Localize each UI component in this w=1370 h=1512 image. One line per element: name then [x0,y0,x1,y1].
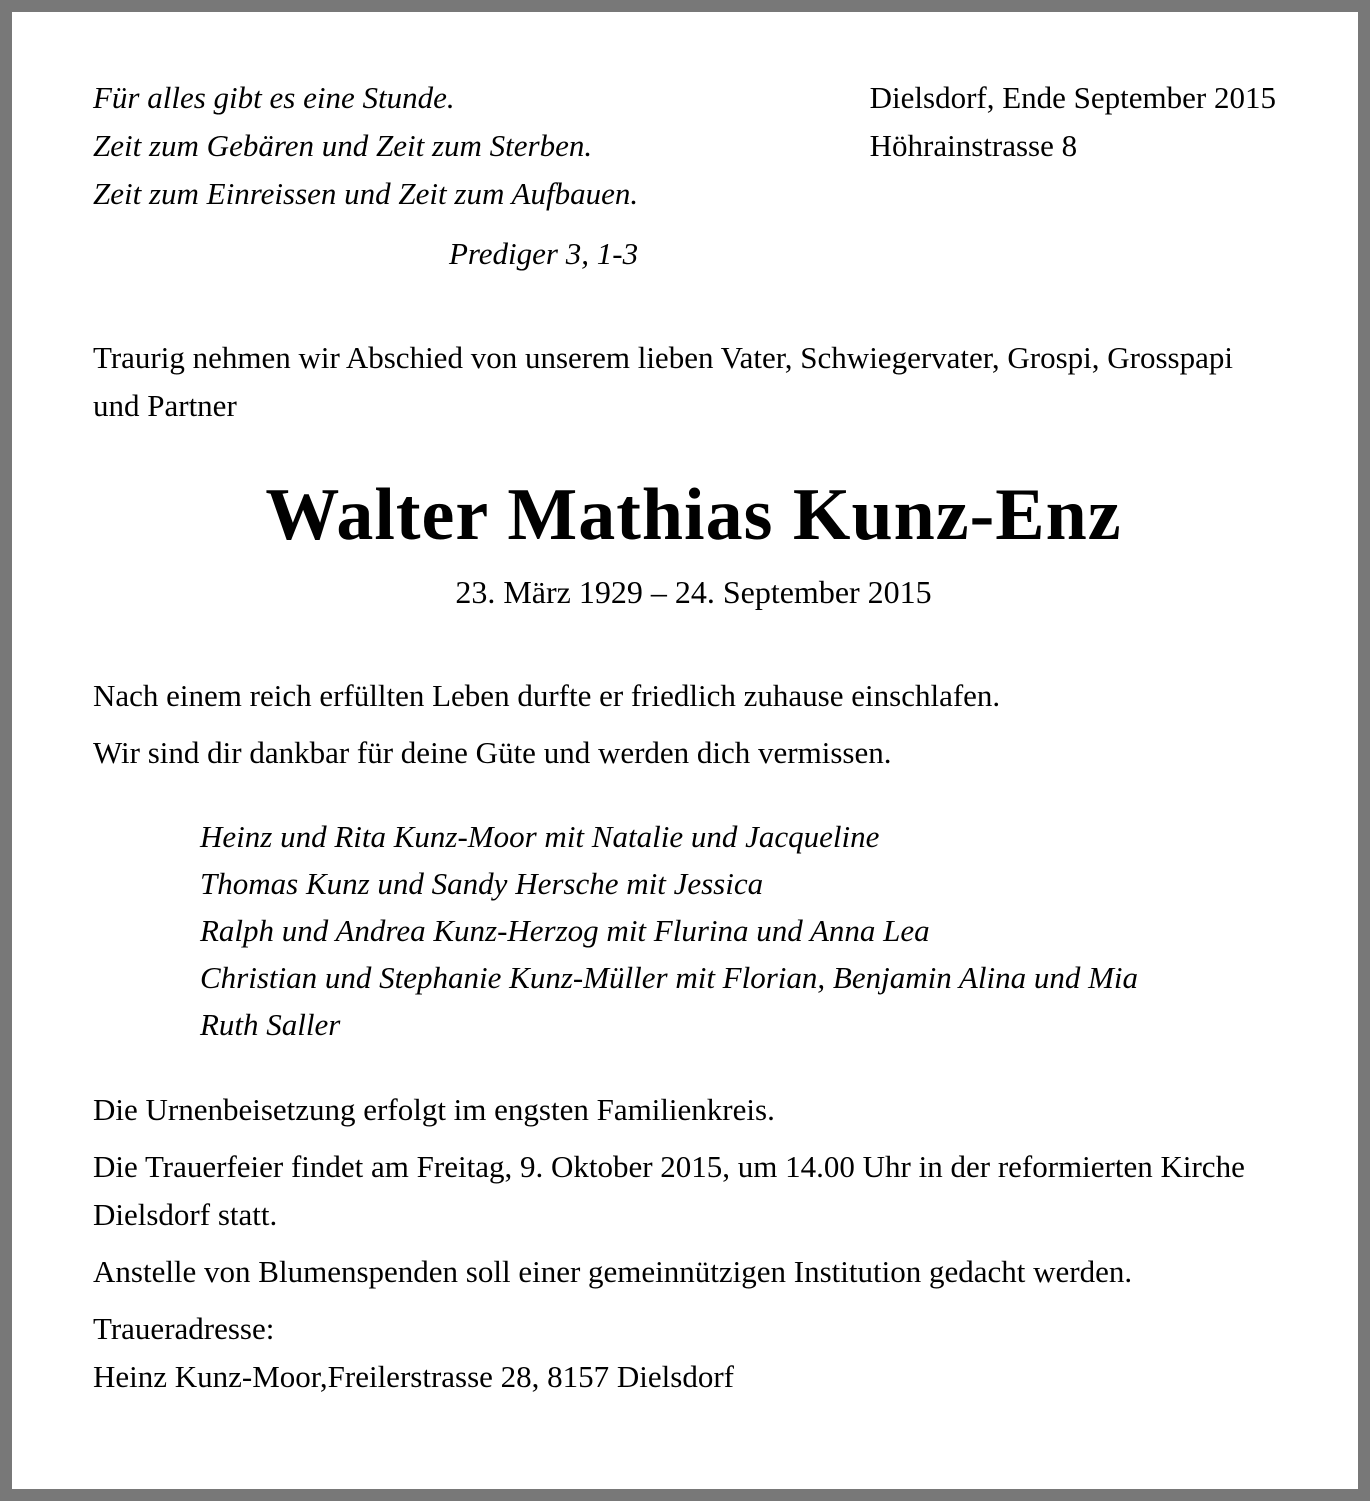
dateline-street: Höhrainstrasse 8 [869,128,1078,163]
mourning-address-block [93,1305,1294,1401]
intro-paragraph: Traurig nehmen wir Abschied von unserem lieben Vater, Schwiegervater, Grospi, Grosspapi und Partner [93,340,1233,423]
verse-line-3: Zeit zum Einreissen und Zeit zum Aufbauen. [93,176,639,211]
mourner-line: Christian und Stephanie Kunz-Müller mit Florian, Benjamin Alina und Mia [200,960,1139,995]
verse-source: Prediger 3, 1-3 [448,236,639,271]
verse-block [93,74,638,278]
mourner-line: Ruth Saller [200,1007,341,1042]
header-row [93,74,1294,278]
verse-line-1: Für alles gibt es eine Stunde. [93,80,455,115]
obituary-content [12,12,1358,1489]
mourner-line: Thomas Kunz und Sandy Hersche mit Jessica [200,866,764,901]
dateline-block [870,74,1294,170]
service-notice: Die Trauerfeier findet am Freitag, 9. Oktober 2015, um 14.00 Uhr in der reformierten Kirche Dielsdorf statt. [93,1149,1245,1232]
mourners-list [200,813,1294,1048]
deceased-name: Walter Mathias Kunz-Enz [265,474,1122,556]
dateline-place-date: Dielsdorf, Ende September 2015 [869,80,1276,115]
mourner-line: Ralph und Andrea Kunz-Herzog mit Flurina und Anna Lea [200,913,930,948]
burial-notice: Die Urnenbeisetzung erfolgt im engsten Familienkreis. [93,1092,775,1127]
farewell-line-2: Wir sind dir dankbar für deine Güte und werden dich vermissen. [93,735,892,770]
mourning-address-label: Traueradresse: [93,1311,275,1346]
verse-line-2: Zeit zum Gebären und Zeit zum Sterben. [93,128,593,163]
life-dates: 23. März 1929 – 24. September 2015 [455,574,932,610]
donation-notice: Anstelle von Blumenspenden soll einer gemeinnützigen Institution gedacht werden. [93,1254,1133,1289]
mourner-line: Heinz und Rita Kunz-Moor mit Natalie und Jacqueline [200,819,880,854]
farewell-line-1: Nach einem reich erfüllten Leben durfte er friedlich zuhause einschlafen. [93,678,1001,713]
mourning-address: Heinz Kunz-Moor,Freilerstrasse 28, 8157 Dielsdorf [93,1359,734,1394]
